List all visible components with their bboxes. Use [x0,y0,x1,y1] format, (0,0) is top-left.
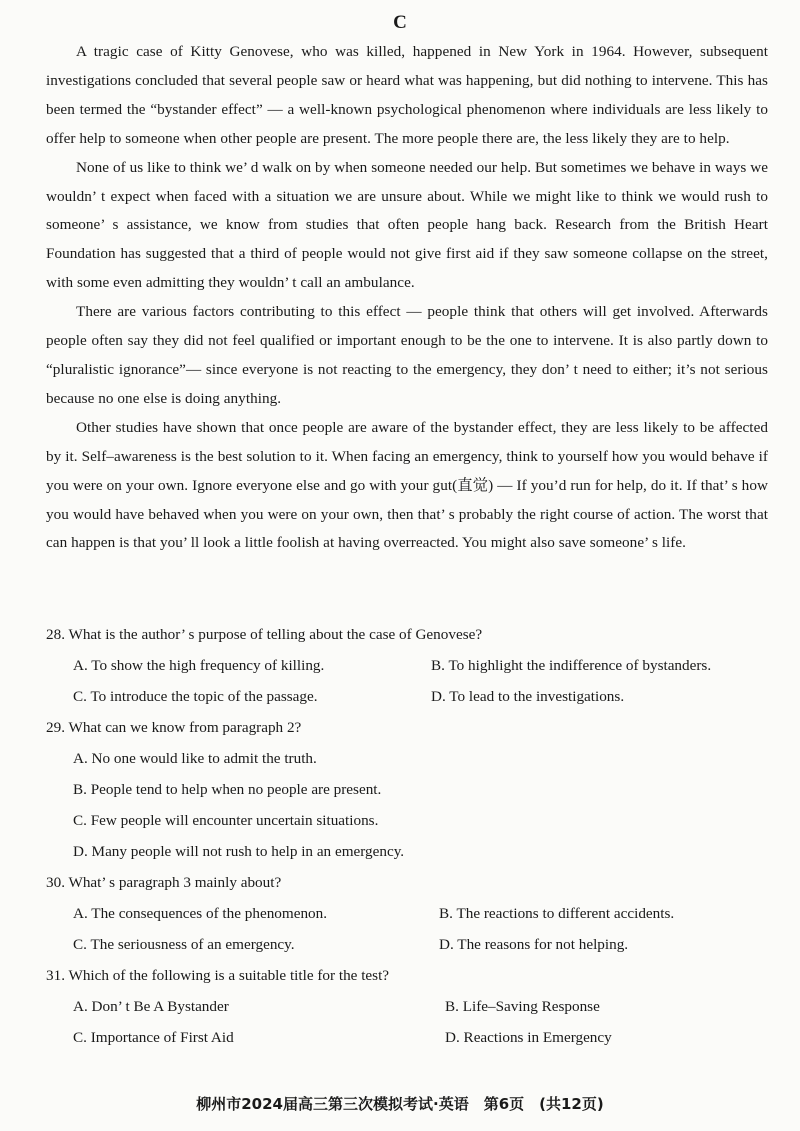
paragraph-4: Other studies have shown that once people are aware of the bystander effect, they are less likely to be affected by it. Self–awareness is the best solution to it. When facing an emergency, think to yourself how you would behave if you were on your own. Ignore everyone else and go with your gut(直觉) — If you’d run for help, do it. If that’ s how you would have behaved when you were on your own, then that’ s probably the right course of action. The worst that can happen is that you’ ll look a little foolish at having overreacted. You might also save someone’ s life. [46,418,768,552]
option-d: D. Many people will not rush to help in an emergency. [73,843,405,860]
option-row [46,991,776,1022]
option-a: A. Don’ t Be A Bystander [73,998,229,1015]
question-31 [46,960,776,1053]
question-stem: 31. Which of the following is a suitable title for the test? [46,967,390,984]
option-row [46,650,776,681]
option-c: C. The seriousness of an emergency. [73,936,295,953]
option-a: A. To show the high frequency of killing. [73,657,325,674]
paragraph-2: None of us like to think we’ d walk on by when someone needed our help. But sometimes we behave in ways we wouldn’ t expect when faced with a situation we are unsure about. While we might like to think we would rush to someone’ s assistance, we know from studies that often people hang back. Research from the British Heart Foundation has suggested that a third of people would not give first aid if they saw someone collapse on the street, with some even admitting they wouldn’ t call an ambulance. [46,158,768,292]
option-b: B. Life–Saving Response [445,998,600,1015]
option-row [46,898,776,929]
page-footer: 柳州市2024届高三第三次模拟考试·英语 第6页 (共12页) [196,1095,604,1113]
option-b: B. To highlight the indifference of bystanders. [431,657,712,674]
question-29 [46,712,776,867]
option-row [46,1022,776,1053]
question-stem: 29. What can we know from paragraph 2? [46,719,302,736]
option-b: B. The reactions to different accidents. [439,905,675,922]
option-a: A. The consequences of the phenomenon. [73,905,328,922]
section-heading: C [393,12,407,33]
question-stem: 28. What is the author’ s purpose of telling about the case of Genovese? [46,626,483,643]
option-c: C. Few people will encounter uncertain situations. [73,812,379,829]
option-row [46,929,776,960]
reading-passage [46,38,768,558]
option-c: C. Importance of First Aid [73,1029,234,1046]
question-28 [46,619,776,712]
paragraph-3: There are various factors contributing to this effect — people think that others will get involved. Afterwards people often say they did not feel qualified or important enough to be the one to intervene. It is also partly down to “pluralistic ignorance”— since everyone is not reacting to the emergency, they don’ t need to either; it’s not serious because no one else is doing anything. [46,303,768,407]
option-d: D. The reasons for not helping. [439,936,629,953]
paragraph-1: A tragic case of Kitty Genovese, who was killed, happened in New York in 1964. However, subsequent investigations concluded that several people saw or heard what was happening, but did nothing to intervene. This has been termed the “bystander effect” — a well-known psychological phenomenon where individuals are less likely to offer help to someone when other people are present. The more people there are, the less likely they are to help. [46,43,768,147]
option-d: D. To lead to the investigations. [431,688,625,705]
option-d: D. Reactions in Emergency [445,1029,612,1046]
option-row [46,774,776,805]
question-30 [46,867,776,960]
option-a: A. No one would like to admit the truth. [73,750,317,767]
option-row [46,805,776,836]
question-list [46,619,776,1053]
option-c: C. To introduce the topic of the passage. [73,688,318,705]
question-stem: 30. What’ s paragraph 3 mainly about? [46,874,282,891]
option-b: B. People tend to help when no people are present. [73,781,382,798]
option-row [46,681,776,712]
option-row [46,743,776,774]
option-row [46,836,776,867]
